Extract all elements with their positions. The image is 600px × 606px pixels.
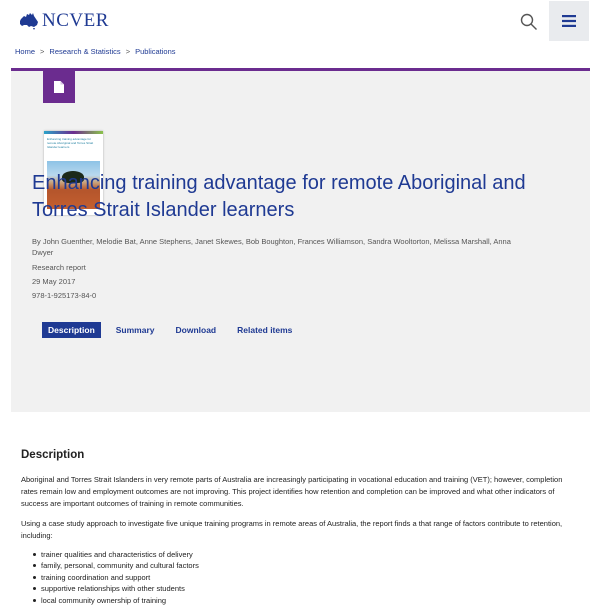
breadcrumb-research-statistics[interactable]: Research & Statistics	[49, 47, 121, 56]
breadcrumb-home[interactable]: Home	[15, 47, 36, 56]
site-header	[0, 0, 600, 44]
description-paragraph: Aboriginal and Torres Strait Islanders in very remote parts of Australia are increasingly participating in vocational education and training (VET); however, completion rates remain low and employment outcomes are not improving. This project identifies how retention and completion can be improved and what other indicators of success are important outcomes of training in remote communities.	[21, 475, 563, 508]
tab-related-items[interactable]: Related items	[237, 325, 293, 335]
document-icon	[54, 81, 64, 93]
ncver-logo[interactable]	[18, 10, 109, 32]
retention-factors-list	[33, 549, 199, 606]
publish-date: 29 May 2017	[32, 277, 76, 286]
report-type: Research report	[32, 263, 86, 272]
list-item: training coordination and support	[33, 572, 199, 583]
isbn: 978-1-925173-84-0	[32, 291, 97, 300]
list-item: supportive relationships with other students	[33, 583, 199, 594]
breadcrumb-publications[interactable]: Publications	[135, 47, 176, 56]
breadcrumb	[15, 47, 176, 56]
list-item: family, personal, community and cultural factors	[33, 560, 199, 571]
list-item: trainer qualities and characteristics of delivery	[33, 549, 199, 560]
breadcrumb-separator: >	[125, 47, 131, 56]
publication-tabs	[42, 322, 307, 338]
search-icon	[520, 13, 538, 31]
australia-map-icon	[18, 11, 40, 31]
publication-type-badge	[43, 71, 75, 103]
logo-text: NCVER	[42, 10, 109, 31]
description-heading: Description	[21, 449, 85, 461]
page-title: Enhancing training advantage for remote Aboriginal and Torres Strait Islander learners	[32, 172, 526, 221]
tab-summary[interactable]: Summary	[115, 325, 155, 335]
search-button[interactable]	[514, 8, 544, 36]
description-paragraph: Using a case study approach to investigate five unique training programs in remote areas of Australia, the report finds a that range of factors contribute to retention, including:	[21, 519, 563, 540]
breadcrumb-separator: >	[40, 47, 45, 56]
hamburger-menu-icon	[562, 15, 576, 27]
menu-button[interactable]	[549, 1, 589, 41]
tab-description[interactable]: Description	[42, 322, 101, 338]
authors: By John Guenther, Melodie Bat, Anne Stephens, Janet Skewes, Bob Boughton, Frances Williamson, Sandra Wooltorton, Melissa Marshall, Anna Dwyer	[32, 237, 511, 257]
cover-title: Enhancing training advantage for remote Aboriginal and Torres Strait Islander learners	[47, 137, 94, 149]
list-item: local community ownership of training	[33, 595, 199, 606]
tab-download[interactable]: Download	[175, 325, 217, 335]
